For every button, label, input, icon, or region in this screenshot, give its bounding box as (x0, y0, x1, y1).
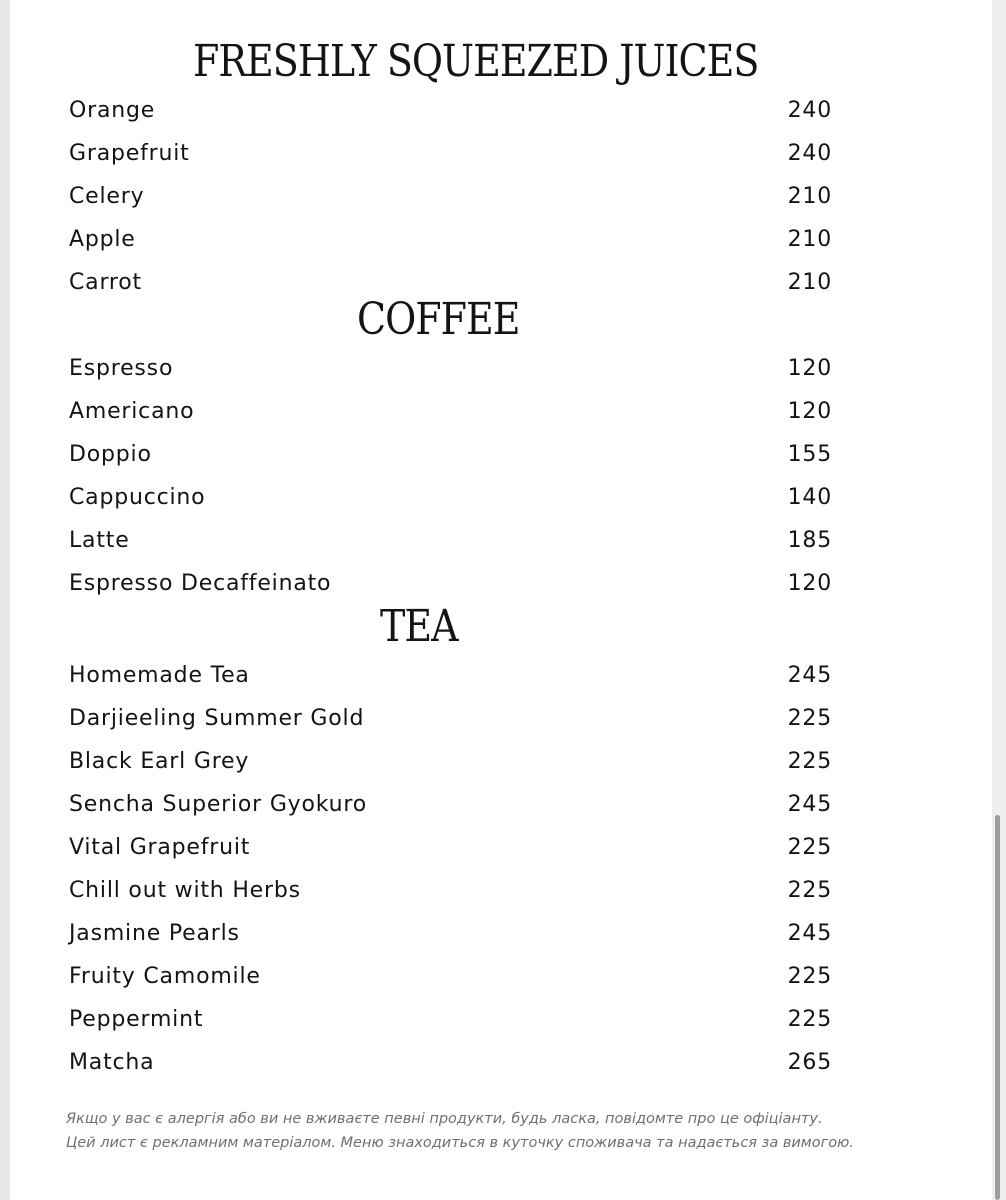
item-name: Cappuccino (69, 485, 206, 510)
item-name: Celery (69, 184, 145, 209)
item-name: Doppio (69, 442, 152, 467)
menu-item (69, 699, 832, 739)
item-name: Vital Grapefruit (69, 835, 251, 860)
menu-item (69, 177, 832, 217)
item-name: Black Earl Grey (69, 749, 250, 774)
item-name: Jasmine Pearls (69, 921, 240, 946)
disclaimer-note: Цей лист є рекламним матеріалом. Меню знаходиться в куточку споживача та надається за вимогою. (66, 1135, 854, 1151)
section-title-coffee: COFFEE (357, 293, 520, 345)
menu-item (69, 564, 832, 604)
menu-item (69, 828, 832, 868)
item-price: 225 (787, 878, 832, 903)
menu-item (69, 742, 832, 782)
item-price: 225 (787, 706, 832, 731)
menu-item (69, 435, 832, 475)
scrollbar[interactable] (992, 0, 1006, 1200)
item-price: 245 (787, 792, 832, 817)
item-name: Espresso (69, 356, 174, 381)
menu-item (69, 521, 832, 561)
menu-item (69, 220, 832, 260)
item-price: 155 (787, 442, 832, 467)
item-name: Matcha (69, 1050, 155, 1075)
menu-item (69, 478, 832, 518)
section-title-tea: TEA (380, 600, 458, 652)
item-price: 245 (787, 921, 832, 946)
menu-item (69, 392, 832, 432)
item-name: Orange (69, 98, 156, 123)
section-title-juices: FRESHLY SQUEEZED JUICES (193, 35, 759, 87)
menu-item (69, 914, 832, 954)
item-price: 120 (787, 356, 832, 381)
scrollbar-thumb[interactable] (995, 815, 1000, 1200)
menu-item (69, 957, 832, 997)
item-name: Americano (69, 399, 195, 424)
menu-item (69, 656, 832, 696)
item-name: Apple (69, 227, 136, 252)
item-price: 265 (787, 1050, 832, 1075)
item-price: 210 (787, 227, 832, 252)
item-name: Homemade Tea (69, 663, 250, 688)
item-price: 240 (787, 141, 832, 166)
item-price: 225 (787, 749, 832, 774)
item-price: 210 (787, 184, 832, 209)
item-price: 210 (787, 270, 832, 295)
item-name: Espresso Decaffeinato (69, 571, 332, 596)
item-name: Chill out with Herbs (69, 878, 301, 903)
item-name: Peppermint (69, 1007, 204, 1032)
item-name: Carrot (69, 270, 142, 295)
menu-item (69, 91, 832, 131)
menu-item (69, 1000, 832, 1040)
menu-page (10, 0, 992, 1200)
menu-item (69, 871, 832, 911)
item-price: 245 (787, 663, 832, 688)
item-price: 140 (787, 485, 832, 510)
item-name: Latte (69, 528, 130, 553)
item-name: Fruity Camomile (69, 964, 261, 989)
item-name: Grapefruit (69, 141, 190, 166)
item-name: Darjieeling Summer Gold (69, 706, 365, 731)
item-price: 185 (787, 528, 832, 553)
menu-item (69, 134, 832, 174)
item-price: 120 (787, 571, 832, 596)
item-price: 225 (787, 1007, 832, 1032)
item-price: 225 (787, 835, 832, 860)
allergy-note: Якщо у вас є алергія або ви не вживаєте певні продукти, будь ласка, повідомте про це офіціанту. (66, 1111, 823, 1127)
item-price: 225 (787, 964, 832, 989)
item-name: Sencha Superior Gyokuro (69, 792, 367, 817)
item-price: 240 (787, 98, 832, 123)
menu-item (69, 1043, 832, 1083)
menu-item (69, 349, 832, 389)
menu-item (69, 785, 832, 825)
item-price: 120 (787, 399, 832, 424)
